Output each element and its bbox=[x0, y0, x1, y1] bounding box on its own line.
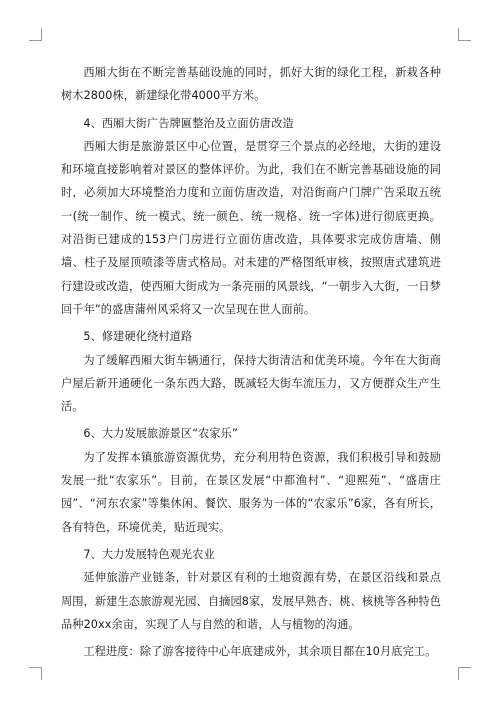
crop-mark-top-left bbox=[29, 28, 42, 41]
document-body bbox=[61, 61, 441, 663]
paragraph-farmhouse-tourism: 为了发挥本镇旅游资源优势，充分利用特色资源，我们积极引导和鼓励发展一批“农家乐”。目前，在景区发展“中都渔村”、“迎熙苑”、“盛唐庄园”、“河东农家”等集休闲、餐饮、服务为一体的“农家乐”6家，各有所长，各有特色，环境优美，贴近现实。 bbox=[61, 450, 441, 534]
crop-mark-top-right bbox=[458, 28, 471, 41]
section-heading-4: 4、西厢大街广告牌匾整治及立面仿唐改造 bbox=[83, 116, 294, 130]
paragraph-facade-renovation: 西厢大街是旅游景区中心位置，是贯穿三个景点的必经地，大街的建设和环境直接影响着对景区的整体评价。为此，我们在不断完善基础设施的同时，必须加大环境整治力度和立面仿唐改造，对沿街商户门牌广告采取五统一(统一制作、统一模式、统一颜色、统一规格、统一字体)进行彻底更换。对沿街已建成的153户门房进行立面仿唐改造，具体要求完成仿唐墙、侧墙、柱子及屋顶喷漆等唐式格局。对未建的严格图纸审核，按照唐式建筑进行建设或改造，使西厢大街成为一条亮丽的风景线，“一朝步入大街，一日梦回千年”的盛唐蒲州风采将又一次呈现在世人面前。 bbox=[61, 139, 441, 316]
section-heading-5: 5、修建硬化绕村道路 bbox=[83, 330, 193, 344]
paragraph-project-progress: 工程进度：除了游客接待中心年底建成外，其余项目都在10月底完工。 bbox=[83, 645, 437, 659]
section-heading-7: 7、大力发展特色观光农业 bbox=[83, 547, 215, 561]
section-heading-6: 6、大力发展旅游景区“农家乐” bbox=[83, 427, 238, 441]
crop-mark-bottom-right bbox=[458, 667, 471, 680]
crop-mark-bottom-left bbox=[29, 667, 42, 680]
paragraph-greening: 西厢大街在不断完善基础设施的同时，抓好大街的绿化工程，新栽各种树木2800株，新建绿化带4000平方米。 bbox=[61, 66, 441, 103]
paragraph-sightseeing-agriculture: 延伸旅游产业链条，针对景区有利的土地资源有势，在景区沿线和景点周围，新建生态旅游观光园、自摘园8家，发展早熟杏、桃、核桃等各种特色品种20xx余亩，实现了人与自然的和谐，人与植物的沟通。 bbox=[61, 571, 441, 631]
paragraph-village-road: 为了缓解西厢大街车辆通行，保持大街清洁和优美环境。今年在大街商户屋后新开通硬化一条东西大路，既减轻大街车流压力，又方便群众生产生活。 bbox=[61, 353, 441, 414]
